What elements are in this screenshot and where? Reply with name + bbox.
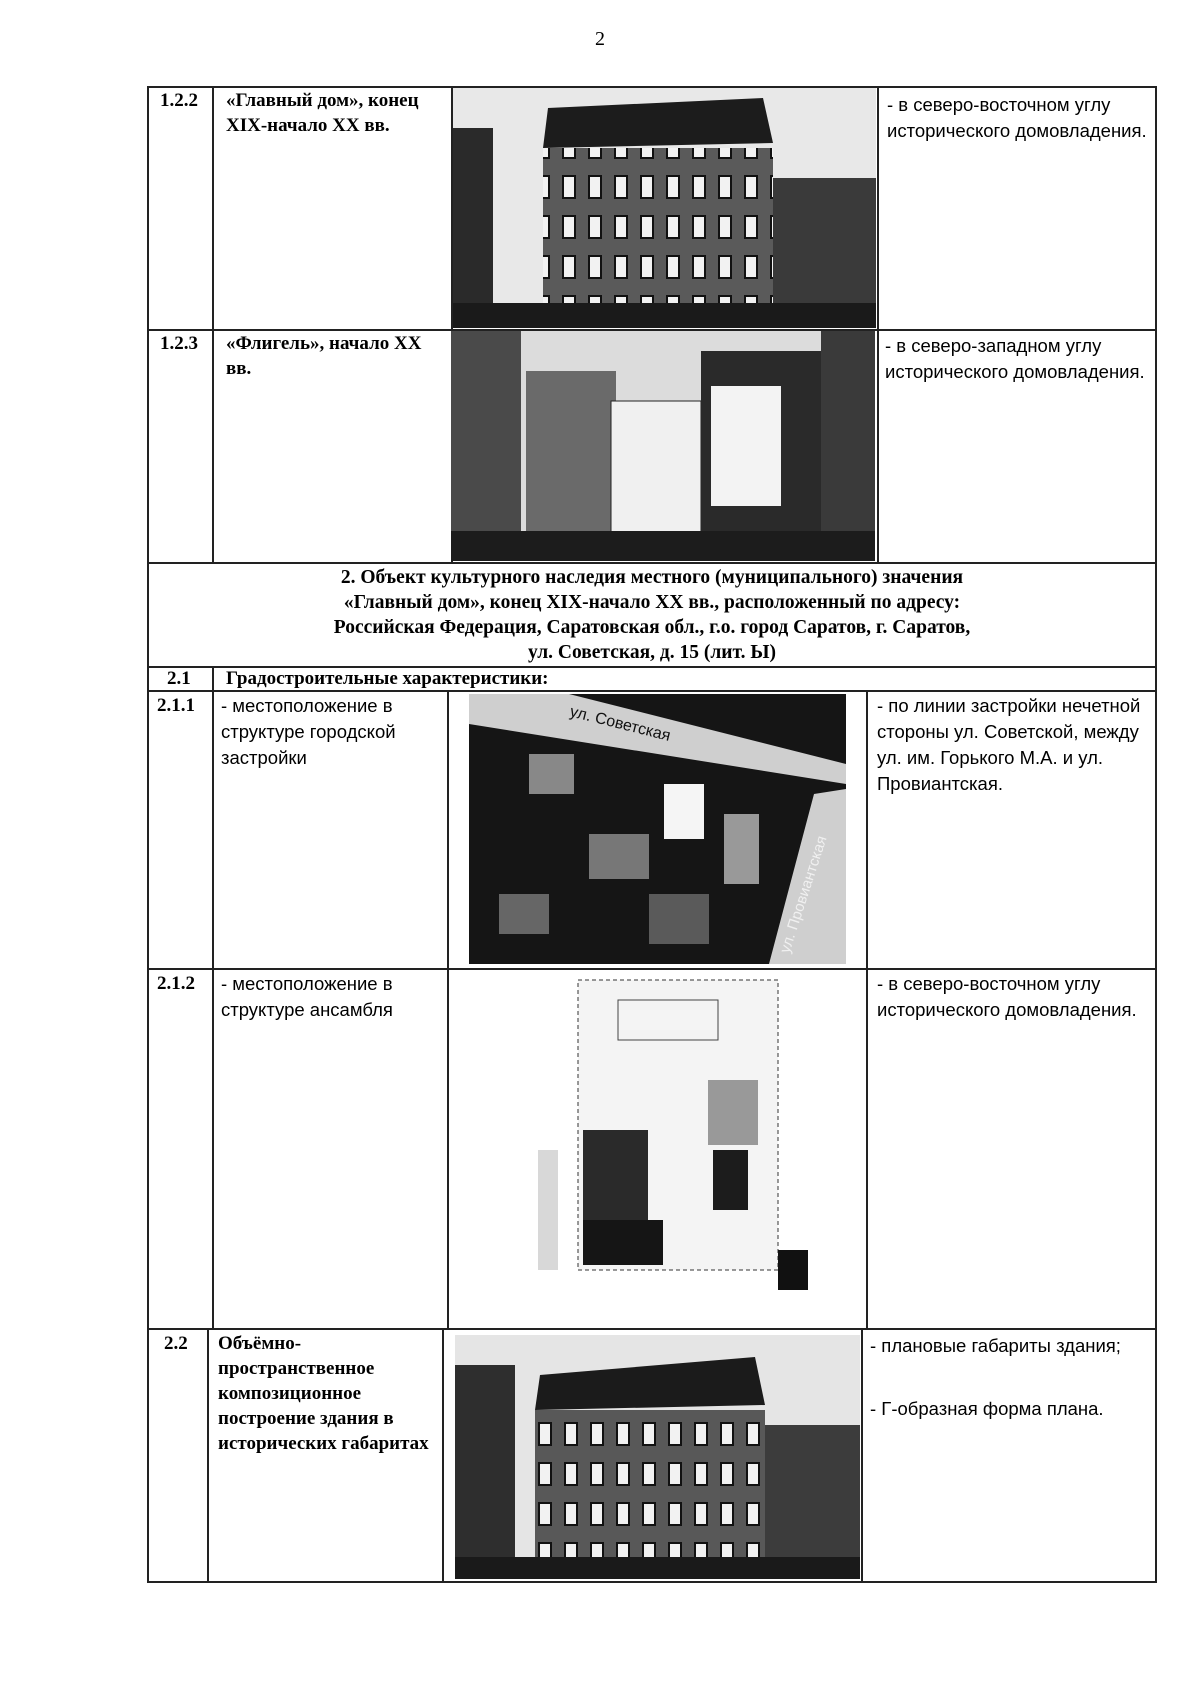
row-number: 2.2 xyxy=(164,1333,188,1354)
section-title-line: 2. Объект культурного наследия местного (муниципального) значения xyxy=(340,567,964,588)
characteristic-name: Объёмно-пространственное композиционное построение здания в исторических габаритах xyxy=(218,1333,429,1454)
row-number: 1.2.2 xyxy=(160,90,198,111)
subsection-title: Градостроительные характеристики: xyxy=(226,668,549,689)
building-photo xyxy=(455,1335,860,1579)
street-label: ул. Провиантская xyxy=(776,833,831,956)
section-title-line: Российская Федерация, Саратовская обл., г.о. город Саратов, г. Саратов, xyxy=(333,617,971,638)
row-number: 2.1.2 xyxy=(157,973,195,994)
row-number: 2.1.1 xyxy=(157,695,195,716)
building-photo xyxy=(451,331,875,561)
section-title-line: «Главный дом», конец XIX-начало XX вв., расположенный по адресу: xyxy=(343,592,961,613)
street-label: ул. Советская xyxy=(568,703,673,745)
aerial-map xyxy=(469,694,846,964)
characteristic-name: - местоположение в структуре ансамбля xyxy=(221,973,393,1020)
location-note: - по линии застройки нечетной стороны ул. Советской, между ул. им. Горького М.А. и ул. Провиантская. xyxy=(877,695,1141,794)
row-number: 2.1 xyxy=(167,668,191,689)
section-title-line: ул. Советская, д. 15 (лит. Ы) xyxy=(527,642,777,663)
location-note: - в северо-восточном углу исторического домовладения. xyxy=(887,94,1147,141)
page-number: 2 xyxy=(595,28,605,50)
location-note: - плановые габариты здания; xyxy=(870,1335,1121,1356)
building-photo xyxy=(453,88,876,328)
site-plan xyxy=(538,970,813,1300)
object-name: «Главный дом», конец XIX-начало XX вв. xyxy=(226,90,419,136)
location-note: - в северо-западном углу исторического домовладения. xyxy=(885,335,1145,382)
location-note: - Г-образная форма плана. xyxy=(870,1398,1104,1419)
location-note: - в северо-восточном углу исторического домовладения. xyxy=(877,973,1137,1020)
characteristic-name: - местоположение в структуре городской застройки xyxy=(221,695,396,768)
object-name: «Флигель», начало XX вв. xyxy=(226,333,422,379)
row-number: 1.2.3 xyxy=(160,333,198,354)
